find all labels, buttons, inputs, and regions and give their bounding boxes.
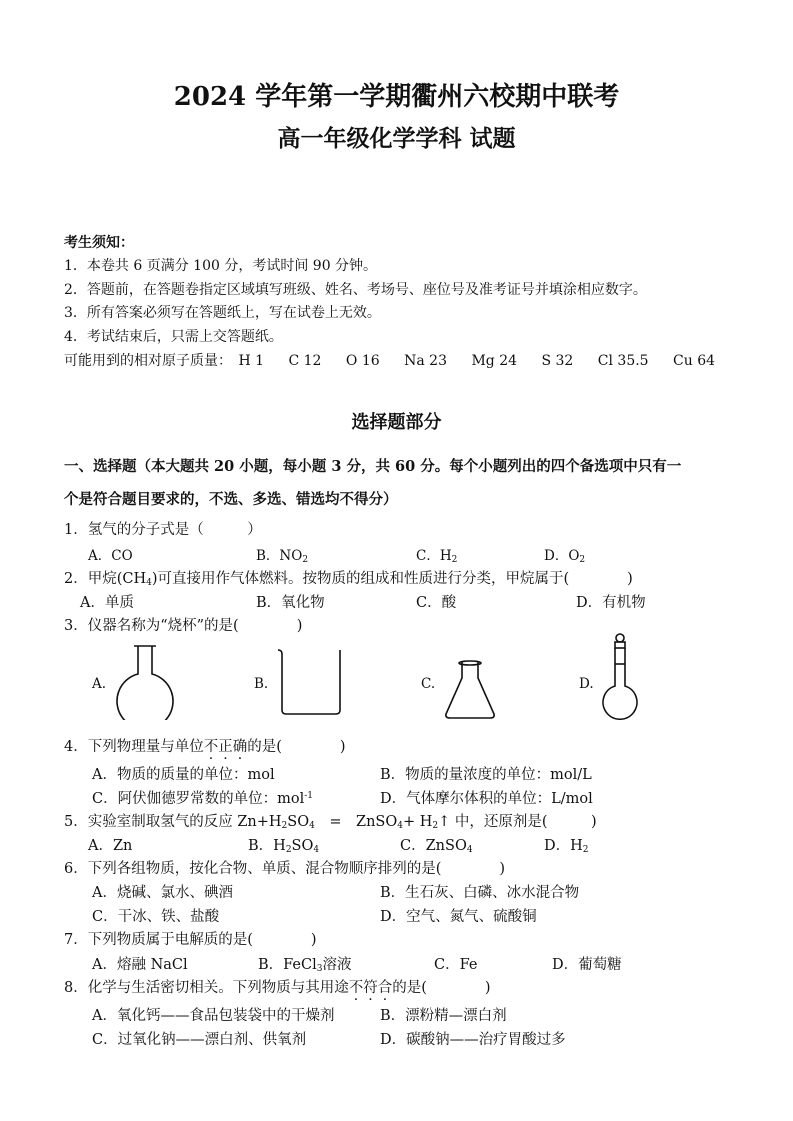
- question-6-option-b: B．生石灰、白磷、冰水混合物: [380, 885, 580, 901]
- question-3-option-d: D.: [579, 676, 594, 692]
- atomic-mass-s: S 32: [541, 353, 574, 369]
- section-title: 选择题部分: [351, 412, 442, 433]
- beaker-icon: [274, 646, 346, 718]
- atomic-mass-h: H 1: [238, 353, 265, 369]
- question-4-option-b: B．物质的量浓度的单位：mol/L: [380, 767, 592, 783]
- question-1-option-d: D．$O_2$: [544, 548, 586, 565]
- atomic-mass-na: Na 23: [404, 353, 447, 369]
- atomic-mass-cl: Cl 35.5: [597, 353, 649, 369]
- notice-item-2: 2．答题前，在答题卷指定区域填写班级、姓名、考场号、座位号及准考证号并填涂相应数字。: [64, 282, 647, 298]
- question-8-option-d: D．碳酸钠——治疗胃酸过多: [380, 1032, 566, 1048]
- question-2-option-b: B．氧化物: [256, 595, 325, 611]
- question-4-option-d: D．气体摩尔体积的单位：L/mol: [380, 791, 593, 807]
- question-2-option-d: D．有机物: [576, 595, 646, 611]
- question-1-option-a: A．CO: [88, 548, 133, 564]
- question-5-option-c: C．ZnSO$_4$: [400, 838, 473, 855]
- question-2-option-c: C．酸: [416, 595, 457, 611]
- question-3-option-c: C.: [421, 676, 436, 692]
- question-8-option-c: C．过氧化钠——漂白剂、供氧剂: [92, 1032, 307, 1048]
- section-instruction-1: 一、选择题（本大题共 20 小题，每小题 3 分，共 60 分。每个小题列出的四个备选项中只有一: [64, 458, 682, 475]
- question-4-option-a: A．物质的质量的单位：mol: [92, 767, 275, 783]
- question-4-stem: 4．下列物理量与单位不正确的是( ): [64, 739, 346, 755]
- section-instruction-2: 个是符合题目要求的，不选、多选、错选均不得分）: [64, 491, 398, 508]
- atomic-mass-line: [64, 350, 715, 373]
- atomic-mass-label: 可能用到的相对原子质量：: [64, 353, 232, 369]
- question-6-stem: 6．下列各组物质，按化合物、单质、混合物顺序排列的是( ): [64, 861, 506, 877]
- question-5-option-a: A．Zn: [88, 838, 133, 854]
- conical-flask-icon: [442, 660, 498, 720]
- question-2-stem: 2．甲烷$(CH_4)$可直接用作气体燃料。按物质的组成和性质进行分类，甲烷属于( ): [64, 571, 633, 588]
- question-6-option-d: D．空气、氮气、硫酸铜: [380, 909, 537, 925]
- notice-heading: 考生须知：: [64, 235, 134, 251]
- atomic-mass-o: O 16: [345, 353, 380, 369]
- question-8-stem: 8．化学与生活密切相关。下列物质与其用途不符合的是( ): [64, 980, 491, 996]
- question-7-option-a: A．熔融 NaCl: [92, 957, 188, 973]
- question-7-option-b: B．FeCl$_3$溶液: [258, 957, 352, 974]
- question-3-option-a: A.: [92, 676, 107, 692]
- question-7-option-d: D．葡萄糖: [552, 957, 622, 973]
- notice-item-4: 4．考试结束后，只需上交答题纸。: [64, 329, 283, 345]
- question-5-option-d: D．$H_2$: [544, 838, 589, 855]
- question-8-option-b: B．漂粉精—漂白剂: [380, 1008, 507, 1024]
- exam-subtitle: 高一年级化学学科 试题: [277, 125, 516, 152]
- round-bottom-flask-icon: [113, 644, 177, 720]
- question-1-option-b: B．$NO_2$: [256, 548, 309, 565]
- question-5-option-b: B．$H_2SO_4$: [248, 838, 320, 855]
- notice-item-3: 3．所有答案必须写在答题纸上，写在试卷上无效。: [64, 305, 381, 321]
- question-5-stem: 5．实验室制取氢气的反应 $Zn+H_2SO_4$ = ZnSO$_4$+ $H_2↑$ 中，还原剂是( ): [64, 814, 597, 831]
- question-4-option-c: C．阿伏伽德罗常数的单位：mol$^{-1}$: [92, 791, 313, 807]
- question-6-option-c: C．干冰、铁、盐酸: [92, 909, 220, 925]
- question-6-option-a: A．烧碱、氯水、碘酒: [92, 885, 233, 901]
- question-7-option-c: C．Fe: [434, 957, 478, 973]
- notice-item-1: 1．本卷共 6 页满分 100 分，考试时间 90 分钟。: [64, 258, 378, 274]
- atomic-mass-cu: Cu 64: [673, 353, 716, 369]
- question-7-stem: 7．下列物质属于电解质的是( ): [64, 932, 317, 948]
- question-2-option-a: A．单质: [80, 595, 134, 611]
- volumetric-flask-icon: [598, 632, 642, 728]
- exam-title: 2024 学年第一学期衢州六校期中联考: [173, 82, 620, 112]
- question-8-option-a: A．氧化钙——食品包装袋中的干燥剂: [92, 1008, 335, 1024]
- question-1-stem: 1．氢气的分子式是（ ）: [64, 522, 262, 538]
- question-1-option-c: C．$H_2$: [416, 548, 458, 565]
- question-3-option-b: B.: [254, 676, 269, 692]
- atomic-mass-c: C 12: [288, 353, 322, 369]
- question-3-stem: 3．仪器名称为“烧杯”的是( ): [64, 618, 303, 634]
- atomic-mass-mg: Mg 24: [471, 353, 518, 369]
